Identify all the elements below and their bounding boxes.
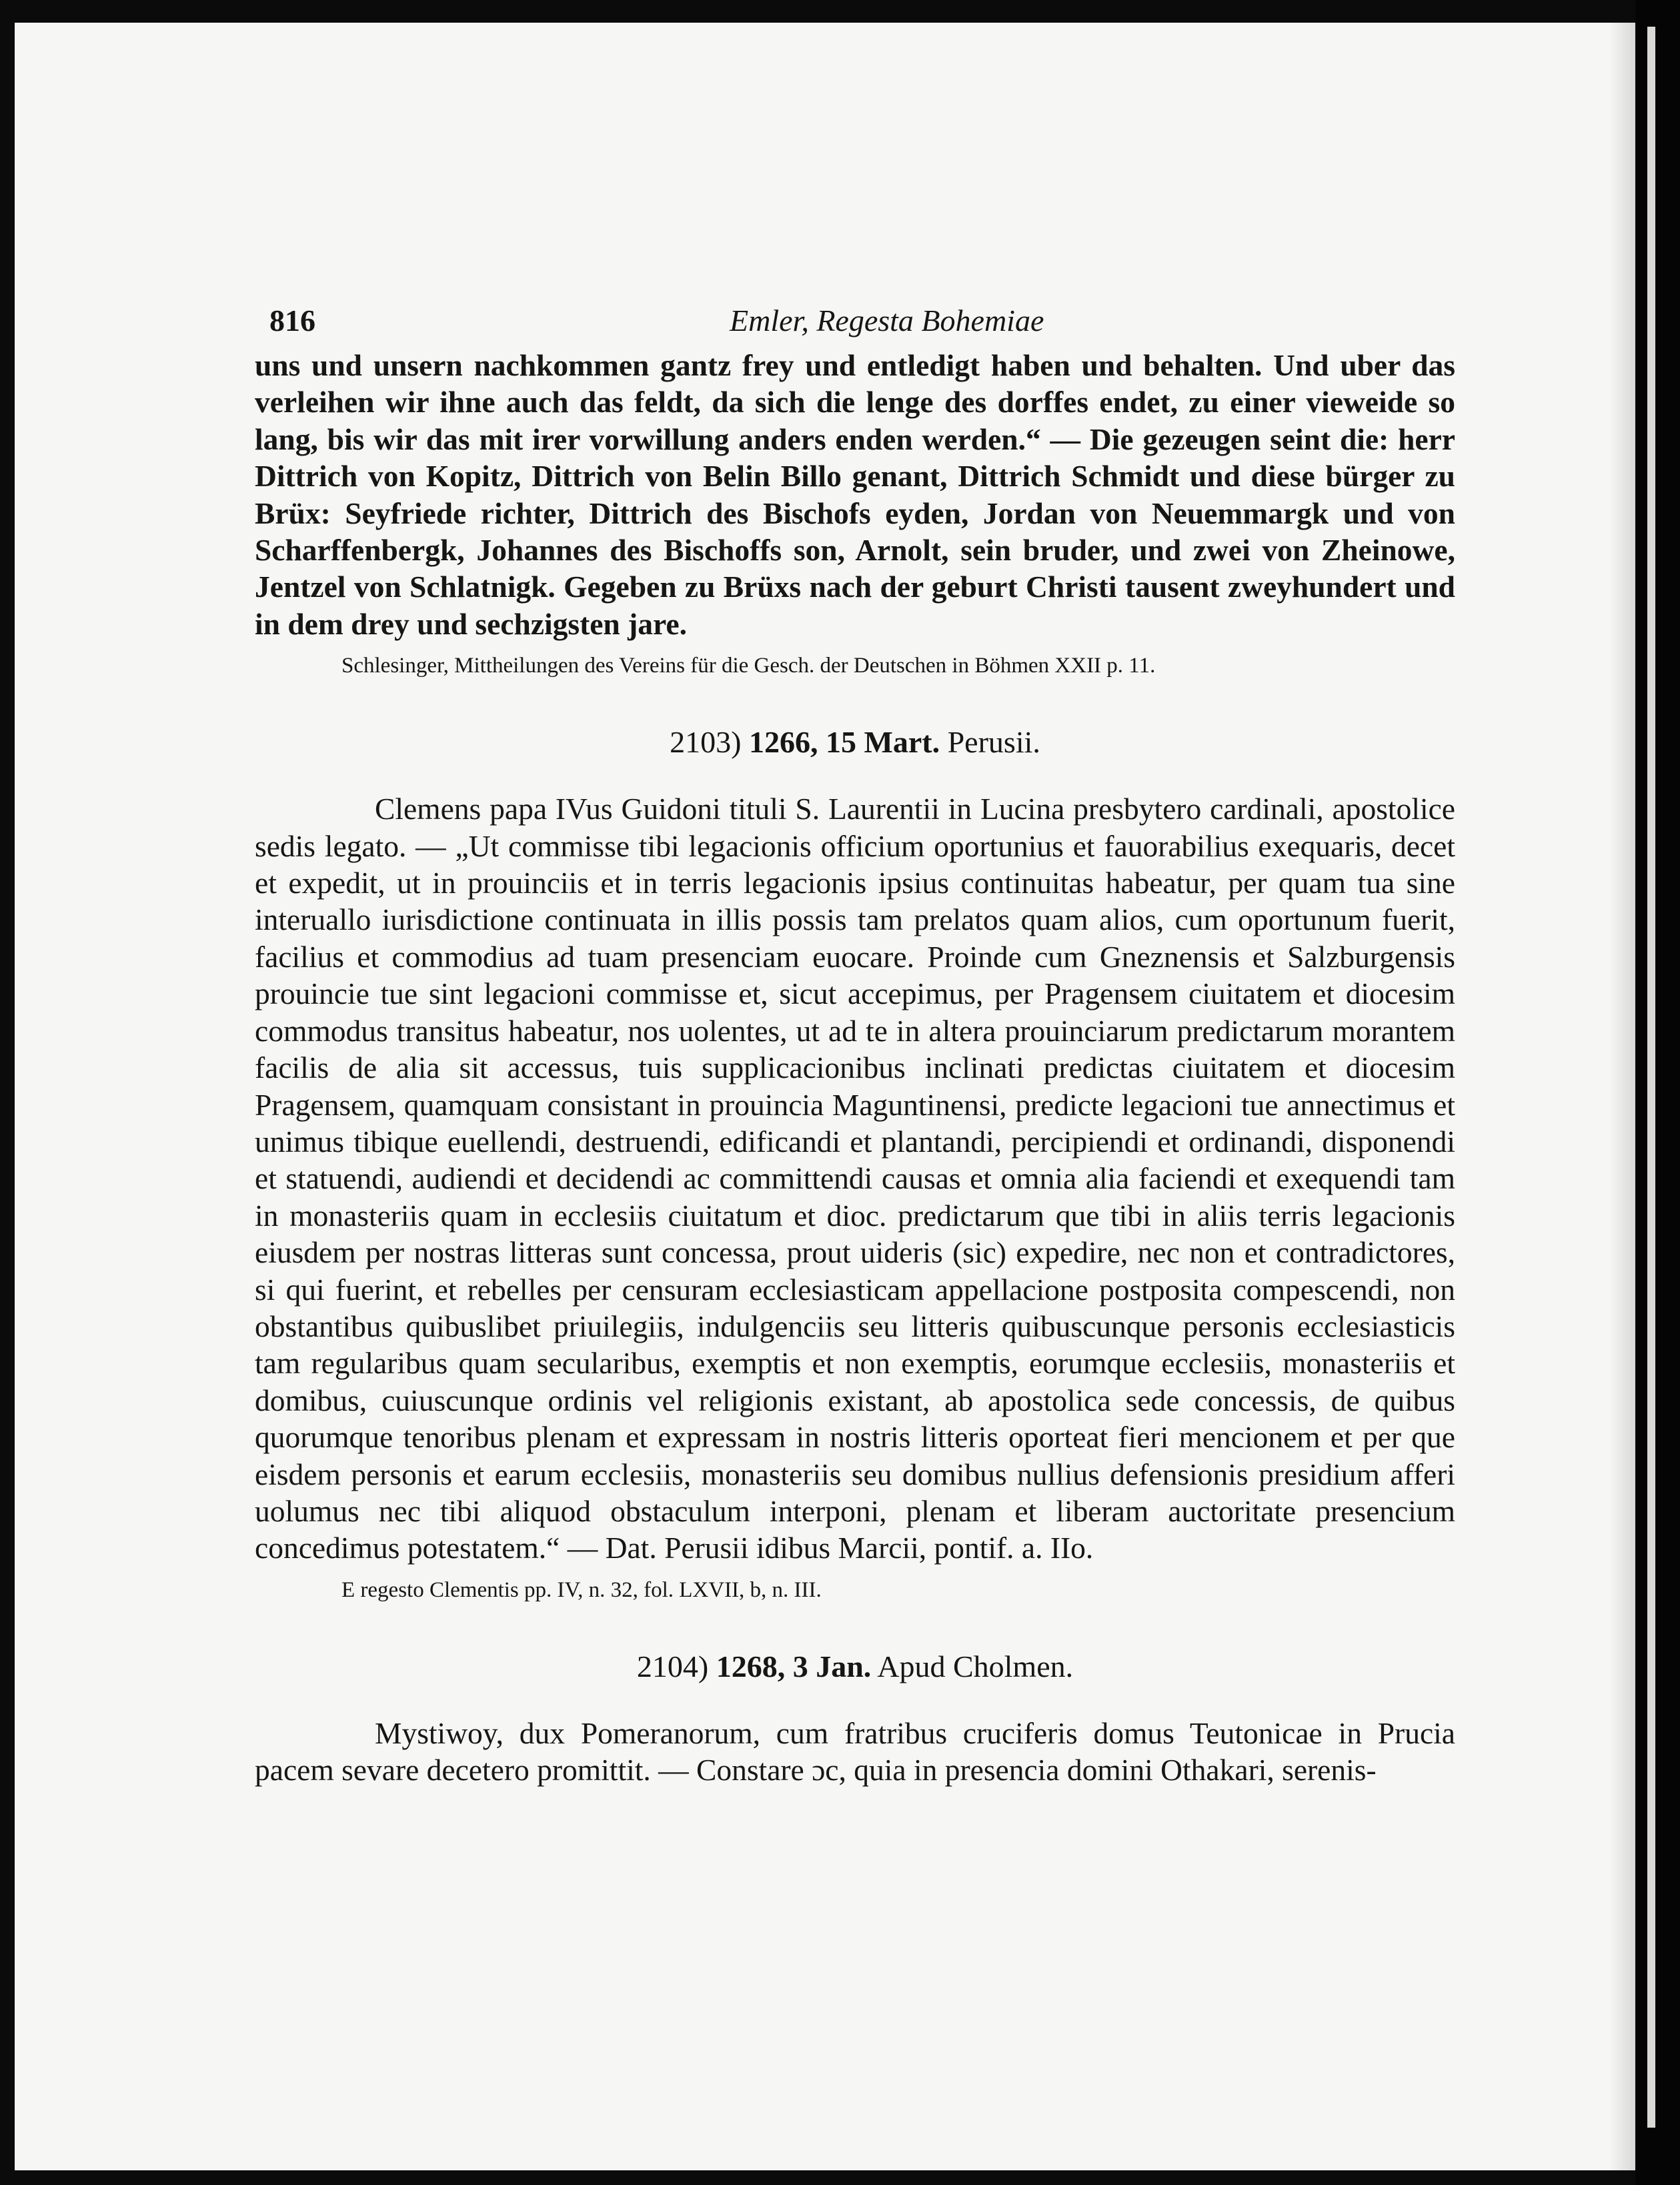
entry-2103-heading — [255, 724, 1455, 761]
entry-number: 2103) — [670, 725, 742, 760]
entry-2104-heading — [255, 1648, 1455, 1685]
entry-2103-text: Clemens papa IVus Guidoni tituli S. Laurentii in Lucina presbytero cardinali, apostolice sedis legato. — „Ut commisse tibi legacionis officium oportunius et fauorabilius exequaris, decet et expedit, ut in prouinciis et in terris legacionis ipsius continuitas habeatur, per quam tua sine interuallo iurisdictione continuata in illis possis tam prelatos quam alios, cum oportunum fuerit, facilius et commodius ad tuam presenciam euocare. Proinde cum Gneznensis et Salzburgensis prouincie tue sint legacioni commisse et, sicut accepimus, per Pragensem ciuitatem et diocesim commodus transitus habeatur, nos uolentes, ut ad te in altera prouinciarum predictarum morantem facilis de alia sit accessus, tuis supplicacionibus inclinati predictas ciuitatem et diocesim Pragensem, quamquam consistant in prouincia Maguntinensi, predicte legacioni tue annectimus et unimus tibique euellendi, destruendi, edificandi et plantandi, percipiendi et ordinandi, disponendi et statuendi, audiendi et decidendi ac committendi causas et omnia alia faciendi et exequendi tam in monasteriis quam in ecclesiis ciuitatum et dioc. predictarum que tibi in aliis terris legacionis eiusdem per nostras litteras sunt concessa, prout uideris (sic) expedire, nec non et contradictores, si qui fuerint, et rebelles per censuram ecclesiasticam appellacione postposita compescendi, non obstantibus quibuslibet priuilegiis, indulgenciis seu litteris quibuscunque personis ecclesiasticis tam regularibus quam secularibus, exemptis et non exemptis, eorumque ecclesiis, monasteriis et domibus, cuiuscunque ordinis vel religionis existant, ab apostolica sede concessis, de quibus quorumque tenoribus plenam et expressam in nostris litteris oporteat fieri mencionem et per que eisdem personis et earum ecclesiis, monasteriis seu domibus nullius defensionis presidium afferi uolumus nec tibi aliquod obstaculum interponi, plenam et liberam auctoritate presencium concedimus potestatem.“ — Dat. Perusii idibus Marcii, pontif. a. IIo. — [255, 792, 1455, 1565]
continuation-text: uns und unsern nachkommen gantz frey und entledigt haben und behalten. Und uber das verleihen wir ihne auch das feldt, da sich die lenge des dorffes endet, zu einer vieweide so lang, bis wir das mit irer vorwillung anders enden werden.“ — Die gezeugen seint die: herr Dittrich von Kopitz, Dittrich von Belin Billo genant, Dittrich Schmidt und diese bürger zu Brüx: Seyfriede richter, Dittrich des Bischofs eyden, Jordan von Neuemmargk und von Scharffenbergk, Johannes des Bischoffs son, Arnolt, sein bruder, und zwei von Zheinowe, Jentzel von Schlatnigk. Gegeben zu Brüxs nach der geburt Christi tausent zweyhundert und in dem drey und sechzigsten jare. — [255, 348, 1455, 641]
entry-place: Perusii. — [947, 725, 1040, 760]
book-spine — [1635, 0, 1680, 2185]
page-edge — [1647, 27, 1655, 2128]
entry-2104-text: Mystiwoy, dux Pomeranorum, cum fratribus cruciferis domus Teutonicae in Prucia pacem sevare decetero promittit. — Constare ɔc, quia in presencia domini Othakari, serenis- — [255, 1715, 1455, 1787]
entry-date: 1266, 15 Mart. — [748, 725, 940, 760]
running-title: Emler, Regesta Bohemiae — [730, 303, 1044, 337]
entry-date: 1268, 3 Jan. — [716, 1649, 872, 1683]
page-content — [255, 347, 1455, 1789]
entry-number: 2104) — [636, 1649, 709, 1683]
page-header — [269, 303, 1483, 343]
entry-place: Apud Cholmen. — [877, 1649, 1074, 1683]
entry-2103-source: E regesto Clementis pp. IV, n. 32, fol. LXVII, b, n. III. — [341, 1577, 822, 1602]
continuation-source: Schlesinger, Mittheilungen des Vereins für die Gesch. der Deutschen in Böhmen XXII p. 11. — [341, 654, 1156, 678]
page-number: 816 — [269, 303, 315, 337]
